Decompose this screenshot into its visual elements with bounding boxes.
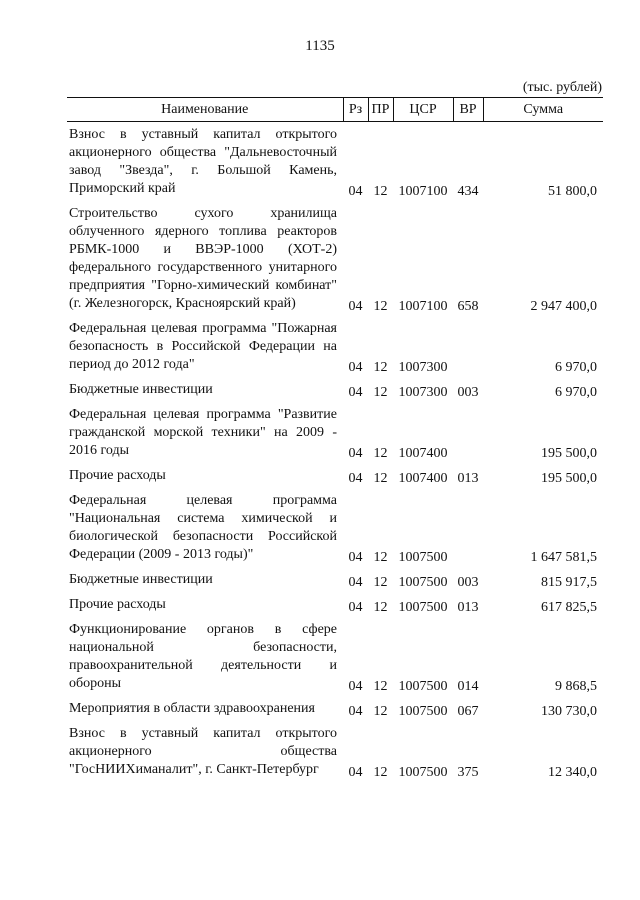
- header-vr: ВР: [453, 98, 483, 122]
- table-row: [67, 617, 603, 696]
- row-pr: 12: [373, 360, 388, 375]
- header-sum: Сумма: [483, 98, 603, 122]
- table-row: [67, 592, 603, 617]
- row-name: Федеральная целевая программа "Развитие гражданской морской техники" на 2009 - 2016 годы: [69, 407, 337, 458]
- row-rz: 04: [348, 704, 363, 719]
- row-name: Прочие расходы: [69, 468, 166, 483]
- row-sum: 1 647 581,5: [530, 550, 597, 565]
- row-pr: 12: [373, 679, 388, 694]
- table-row: [67, 567, 603, 592]
- row-csr: 1007300: [398, 360, 448, 375]
- row-pr: 12: [373, 446, 388, 461]
- row-csr: 1007500: [398, 765, 448, 780]
- table-row: [67, 488, 603, 567]
- row-vr: [453, 402, 483, 463]
- row-pr: 12: [373, 600, 388, 615]
- row-sum: 6 970,0: [555, 360, 597, 375]
- row-pr: 12: [373, 575, 388, 590]
- header-pr: ПР: [368, 98, 393, 122]
- row-vr: 013: [457, 600, 479, 615]
- row-vr: 003: [457, 385, 479, 400]
- table-row: [67, 201, 603, 316]
- row-sum: 12 340,0: [548, 765, 597, 780]
- row-rz: 04: [348, 765, 363, 780]
- row-name: Взнос в уставный капитал открытого акционерного общества "Дальневосточный завод "Звезда", г. Большой Камень, Приморский край: [69, 127, 337, 196]
- row-vr: 434: [457, 184, 479, 199]
- table-row: [67, 377, 603, 402]
- row-rz: 04: [348, 679, 363, 694]
- row-sum: 2 947 400,0: [530, 299, 597, 314]
- row-sum: 6 970,0: [555, 385, 597, 400]
- row-rz: 04: [348, 385, 363, 400]
- row-sum: 195 500,0: [541, 471, 597, 486]
- row-sum: 195 500,0: [541, 446, 597, 461]
- row-vr: [453, 316, 483, 377]
- row-pr: 12: [373, 704, 388, 719]
- row-name: Федеральная целевая программа "Пожарная безопасность в Российской Федерации на период до 2012 года": [69, 321, 337, 372]
- row-pr: 12: [373, 550, 388, 565]
- row-csr: 1007300: [398, 385, 448, 400]
- row-csr: 1007100: [398, 299, 448, 314]
- row-csr: 1007500: [398, 704, 448, 719]
- row-pr: 12: [373, 471, 388, 486]
- row-rz: 04: [348, 471, 363, 486]
- row-pr: 12: [373, 299, 388, 314]
- row-name: Мероприятия в области здравоохранения: [69, 701, 315, 716]
- row-name: Бюджетные инвестиции: [69, 572, 213, 587]
- row-sum: 815 917,5: [541, 575, 597, 590]
- row-csr: 1007400: [398, 446, 448, 461]
- row-rz: 04: [348, 299, 363, 314]
- row-rz: 04: [348, 184, 363, 199]
- table-row: [67, 402, 603, 463]
- header-row: [67, 98, 603, 122]
- row-vr: 658: [457, 299, 479, 314]
- table-row: [67, 122, 603, 202]
- row-pr: 12: [373, 184, 388, 199]
- row-csr: 1007500: [398, 575, 448, 590]
- header-rz: Рз: [343, 98, 368, 122]
- row-vr: 067: [457, 704, 479, 719]
- row-csr: 1007400: [398, 471, 448, 486]
- row-csr: 1007500: [398, 679, 448, 694]
- table-row: [67, 463, 603, 488]
- units-label: (тыс. рублей): [522, 80, 602, 95]
- row-csr: 1007500: [398, 550, 448, 565]
- row-csr: 1007100: [398, 184, 448, 199]
- row-name: Взнос в уставный капитал открытого акционерного общества "ГосНИИХиманалит", г. Санкт-Петербург: [69, 726, 337, 777]
- row-name: Федеральная целевая программа "Национальная система химической и биологической безопасности Российской Федерации (2009 - 2013 годы)": [69, 493, 337, 562]
- row-rz: 04: [348, 446, 363, 461]
- budget-table: [67, 97, 603, 782]
- row-sum: 51 800,0: [548, 184, 597, 199]
- row-pr: 12: [373, 385, 388, 400]
- row-sum: 9 868,5: [555, 679, 597, 694]
- row-vr: [453, 488, 483, 567]
- row-csr: 1007500: [398, 600, 448, 615]
- row-rz: 04: [348, 360, 363, 375]
- row-vr: 014: [457, 679, 479, 694]
- header-name: Наименование: [67, 98, 343, 122]
- row-vr: 375: [457, 765, 479, 780]
- row-name: Строительство сухого хранилища облученного ядерного топлива реакторов РБМК-1000 и ВВЭР-1000 (ХОТ-2) федерального государственного унитарного предприятия "Горно-химический комбинат" (г. Железногорск, Красноярский край): [69, 206, 337, 311]
- header-csr: ЦСР: [393, 98, 453, 122]
- page-number: 1135: [305, 38, 335, 54]
- table-row: [67, 721, 603, 782]
- row-sum: 617 825,5: [541, 600, 597, 615]
- row-pr: 12: [373, 765, 388, 780]
- row-name: Функционирование органов в сфере национальной безопасности, правоохранительной деятельности и обороны: [69, 622, 337, 691]
- row-sum: 130 730,0: [541, 704, 597, 719]
- row-rz: 04: [348, 575, 363, 590]
- row-vr: 003: [457, 575, 479, 590]
- row-vr: 013: [457, 471, 479, 486]
- row-name: Прочие расходы: [69, 597, 166, 612]
- table-row: [67, 316, 603, 377]
- row-rz: 04: [348, 600, 363, 615]
- row-rz: 04: [348, 550, 363, 565]
- table-row: [67, 696, 603, 721]
- row-name: Бюджетные инвестиции: [69, 382, 213, 397]
